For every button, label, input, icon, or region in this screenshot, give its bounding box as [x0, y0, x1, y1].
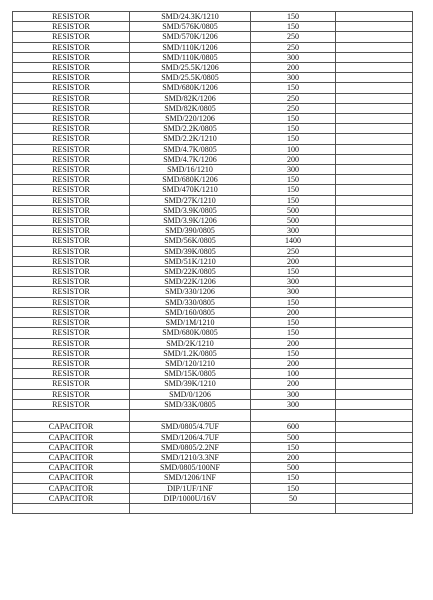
- part-spec-cell: SMD/2K/1210: [130, 338, 251, 348]
- table-row: [13, 409, 413, 421]
- quantity-cell: 200: [251, 307, 336, 317]
- part-spec-cell: SMD/25.5K/1206: [130, 63, 251, 73]
- note-cell: [336, 473, 413, 483]
- note-cell: [336, 12, 413, 22]
- table-row: [13, 134, 413, 144]
- quantity-cell: 300: [251, 226, 336, 236]
- note-cell: [336, 216, 413, 226]
- note-cell: [336, 452, 413, 462]
- note-cell: [336, 493, 413, 503]
- note-cell: [336, 328, 413, 338]
- table-row: [13, 358, 413, 368]
- component-type-cell: RESISTOR: [13, 154, 130, 164]
- quantity-cell: 200: [251, 358, 336, 368]
- part-spec-cell: SMD/2.2K/0805: [130, 124, 251, 134]
- quantity-cell: 150: [251, 124, 336, 134]
- part-spec-cell: SMD/220/1206: [130, 114, 251, 124]
- component-type-cell: CAPACITOR: [13, 483, 130, 493]
- component-type-cell: [13, 409, 130, 421]
- table-row: [13, 422, 413, 432]
- quantity-cell: 300: [251, 73, 336, 83]
- note-cell: [336, 226, 413, 236]
- quantity-cell: 150: [251, 442, 336, 452]
- table-row: [13, 246, 413, 256]
- note-cell: [336, 358, 413, 368]
- note-cell: [336, 32, 413, 42]
- quantity-cell: 100: [251, 369, 336, 379]
- note-cell: [336, 287, 413, 297]
- table-row: [13, 328, 413, 338]
- note-cell: [336, 503, 413, 513]
- component-type-cell: RESISTOR: [13, 185, 130, 195]
- component-type-cell: RESISTOR: [13, 399, 130, 409]
- part-spec-cell: SMD/1206/4.7UF: [130, 432, 251, 442]
- part-spec-cell: SMD/39K/0805: [130, 246, 251, 256]
- note-cell: [336, 267, 413, 277]
- table-row: [13, 379, 413, 389]
- note-cell: [336, 318, 413, 328]
- note-cell: [336, 277, 413, 287]
- quantity-cell: 150: [251, 318, 336, 328]
- quantity-cell: 150: [251, 22, 336, 32]
- part-spec-cell: SMD/1M/1210: [130, 318, 251, 328]
- component-type-cell: RESISTOR: [13, 144, 130, 154]
- part-spec-cell: SMD/16/1210: [130, 165, 251, 175]
- note-cell: [336, 165, 413, 175]
- component-type-cell: RESISTOR: [13, 389, 130, 399]
- table-row: [13, 185, 413, 195]
- table-row: [13, 216, 413, 226]
- component-type-cell: RESISTOR: [13, 114, 130, 124]
- part-spec-cell: SMD/680K/0805: [130, 328, 251, 338]
- quantity-cell: 150: [251, 83, 336, 93]
- part-spec-cell: SMD/15K/0805: [130, 369, 251, 379]
- quantity-cell: 150: [251, 328, 336, 338]
- part-spec-cell: SMD/1210/3.3NF: [130, 452, 251, 462]
- quantity-cell: 200: [251, 452, 336, 462]
- table-row: [13, 124, 413, 134]
- quantity-cell: 200: [251, 338, 336, 348]
- part-spec-cell: DIP/1UF/1NF: [130, 483, 251, 493]
- note-cell: [336, 154, 413, 164]
- quantity-cell: [251, 409, 336, 421]
- table-row: [13, 267, 413, 277]
- note-cell: [336, 379, 413, 389]
- table-row: [13, 205, 413, 215]
- table-row: [13, 493, 413, 503]
- table-row: [13, 399, 413, 409]
- part-spec-cell: SMD/0805/4.7UF: [130, 422, 251, 432]
- table-row: [13, 165, 413, 175]
- component-type-cell: RESISTOR: [13, 348, 130, 358]
- component-type-cell: RESISTOR: [13, 246, 130, 256]
- quantity-cell: 200: [251, 379, 336, 389]
- component-type-cell: CAPACITOR: [13, 452, 130, 462]
- table-row: [13, 93, 413, 103]
- table-row: [13, 463, 413, 473]
- component-type-cell: RESISTOR: [13, 175, 130, 185]
- component-type-cell: RESISTOR: [13, 134, 130, 144]
- component-type-cell: RESISTOR: [13, 165, 130, 175]
- component-type-cell: CAPACITOR: [13, 432, 130, 442]
- component-type-cell: RESISTOR: [13, 42, 130, 52]
- note-cell: [336, 73, 413, 83]
- component-type-cell: RESISTOR: [13, 124, 130, 134]
- table-row: [13, 22, 413, 32]
- component-type-cell: RESISTOR: [13, 318, 130, 328]
- part-spec-cell: SMD/680K/1206: [130, 175, 251, 185]
- component-type-cell: RESISTOR: [13, 277, 130, 287]
- parts-sheet: [12, 11, 412, 514]
- note-cell: [336, 175, 413, 185]
- part-spec-cell: SMD/2.2K/1210: [130, 134, 251, 144]
- part-spec-cell: SMD/330/0805: [130, 297, 251, 307]
- table-row: [13, 114, 413, 124]
- quantity-cell: 1400: [251, 236, 336, 246]
- component-type-cell: CAPACITOR: [13, 422, 130, 432]
- part-spec-cell: SMD/3.9K/1206: [130, 216, 251, 226]
- table-row: [13, 63, 413, 73]
- part-spec-cell: SMD/110K/0805: [130, 52, 251, 62]
- component-type-cell: RESISTOR: [13, 22, 130, 32]
- table-row: [13, 473, 413, 483]
- table-row: [13, 154, 413, 164]
- note-cell: [336, 144, 413, 154]
- component-type-cell: RESISTOR: [13, 216, 130, 226]
- table-row: [13, 42, 413, 52]
- component-type-cell: RESISTOR: [13, 83, 130, 93]
- table-row: [13, 432, 413, 442]
- component-type-cell: RESISTOR: [13, 73, 130, 83]
- component-type-cell: CAPACITOR: [13, 473, 130, 483]
- quantity-cell: 150: [251, 483, 336, 493]
- quantity-cell: 200: [251, 154, 336, 164]
- part-spec-cell: SMD/390/0805: [130, 226, 251, 236]
- note-cell: [336, 348, 413, 358]
- part-spec-cell: SMD/120/1210: [130, 358, 251, 368]
- component-type-cell: RESISTOR: [13, 267, 130, 277]
- quantity-cell: 150: [251, 114, 336, 124]
- table-row: [13, 338, 413, 348]
- note-cell: [336, 389, 413, 399]
- quantity-cell: 500: [251, 432, 336, 442]
- part-spec-cell: SMD/82K/0805: [130, 103, 251, 113]
- table-row: [13, 287, 413, 297]
- note-cell: [336, 63, 413, 73]
- table-row: [13, 297, 413, 307]
- note-cell: [336, 236, 413, 246]
- part-spec-cell: SMD/470K/1210: [130, 185, 251, 195]
- quantity-cell: 500: [251, 463, 336, 473]
- note-cell: [336, 256, 413, 266]
- note-cell: [336, 185, 413, 195]
- component-type-cell: RESISTOR: [13, 369, 130, 379]
- component-type-cell: RESISTOR: [13, 12, 130, 22]
- quantity-cell: 300: [251, 399, 336, 409]
- part-spec-cell: SMD/82K/1206: [130, 93, 251, 103]
- part-spec-cell: SMD/0805/100NF: [130, 463, 251, 473]
- part-spec-cell: SMD/0805/2.2NF: [130, 442, 251, 452]
- component-type-cell: RESISTOR: [13, 226, 130, 236]
- quantity-cell: 500: [251, 205, 336, 215]
- part-spec-cell: SMD/22K/1206: [130, 277, 251, 287]
- table-row: [13, 73, 413, 83]
- note-cell: [336, 307, 413, 317]
- component-type-cell: RESISTOR: [13, 287, 130, 297]
- part-spec-cell: SMD/570K/1206: [130, 32, 251, 42]
- quantity-cell: 600: [251, 422, 336, 432]
- note-cell: [336, 93, 413, 103]
- table-row: [13, 12, 413, 22]
- quantity-cell: 300: [251, 277, 336, 287]
- table-row: [13, 236, 413, 246]
- quantity-cell: 300: [251, 52, 336, 62]
- note-cell: [336, 114, 413, 124]
- part-spec-cell: SMD/56K/0805: [130, 236, 251, 246]
- quantity-cell: 150: [251, 473, 336, 483]
- table-row: [13, 256, 413, 266]
- quantity-cell: 150: [251, 267, 336, 277]
- table-row: [13, 348, 413, 358]
- quantity-cell: 250: [251, 42, 336, 52]
- component-type-cell: CAPACITOR: [13, 493, 130, 503]
- note-cell: [336, 103, 413, 113]
- component-type-cell: RESISTOR: [13, 93, 130, 103]
- part-spec-cell: SMD/4.7K/0805: [130, 144, 251, 154]
- quantity-cell: 250: [251, 103, 336, 113]
- note-cell: [336, 22, 413, 32]
- table-row: [13, 503, 413, 513]
- table-row: [13, 52, 413, 62]
- table-row: [13, 452, 413, 462]
- table-row: [13, 83, 413, 93]
- quantity-cell: 50: [251, 493, 336, 503]
- table-row: [13, 307, 413, 317]
- table-row: [13, 369, 413, 379]
- part-spec-cell: SMD/160/0805: [130, 307, 251, 317]
- quantity-cell: 150: [251, 185, 336, 195]
- quantity-cell: 150: [251, 175, 336, 185]
- component-type-cell: RESISTOR: [13, 195, 130, 205]
- quantity-cell: 300: [251, 389, 336, 399]
- part-spec-cell: SMD/0/1206: [130, 389, 251, 399]
- note-cell: [336, 134, 413, 144]
- component-type-cell: RESISTOR: [13, 307, 130, 317]
- parts-table-body: [13, 12, 413, 514]
- quantity-cell: 250: [251, 93, 336, 103]
- table-row: [13, 195, 413, 205]
- part-spec-cell: [130, 503, 251, 513]
- note-cell: [336, 422, 413, 432]
- quantity-cell: 300: [251, 287, 336, 297]
- note-cell: [336, 83, 413, 93]
- part-spec-cell: SMD/330/1206: [130, 287, 251, 297]
- component-type-cell: RESISTOR: [13, 32, 130, 42]
- table-row: [13, 483, 413, 493]
- part-spec-cell: SMD/39K/1210: [130, 379, 251, 389]
- quantity-cell: 150: [251, 195, 336, 205]
- table-row: [13, 103, 413, 113]
- note-cell: [336, 205, 413, 215]
- part-spec-cell: SMD/51K/1210: [130, 256, 251, 266]
- table-row: [13, 32, 413, 42]
- part-spec-cell: [130, 409, 251, 421]
- part-spec-cell: SMD/1.2K/0805: [130, 348, 251, 358]
- component-type-cell: CAPACITOR: [13, 442, 130, 452]
- part-spec-cell: SMD/3.9K/0805: [130, 205, 251, 215]
- quantity-cell: 100: [251, 144, 336, 154]
- quantity-cell: 150: [251, 297, 336, 307]
- part-spec-cell: SMD/1206/1NF: [130, 473, 251, 483]
- component-type-cell: RESISTOR: [13, 297, 130, 307]
- quantity-cell: [251, 503, 336, 513]
- note-cell: [336, 432, 413, 442]
- component-type-cell: RESISTOR: [13, 103, 130, 113]
- note-cell: [336, 399, 413, 409]
- quantity-cell: 200: [251, 63, 336, 73]
- table-row: [13, 226, 413, 236]
- note-cell: [336, 338, 413, 348]
- quantity-cell: 200: [251, 256, 336, 266]
- quantity-cell: 150: [251, 134, 336, 144]
- note-cell: [336, 42, 413, 52]
- component-type-cell: RESISTOR: [13, 256, 130, 266]
- note-cell: [336, 52, 413, 62]
- note-cell: [336, 409, 413, 421]
- part-spec-cell: SMD/22K/0805: [130, 267, 251, 277]
- part-spec-cell: SMD/27K/1210: [130, 195, 251, 205]
- table-row: [13, 442, 413, 452]
- quantity-cell: 500: [251, 216, 336, 226]
- part-spec-cell: SMD/33K/0805: [130, 399, 251, 409]
- component-type-cell: [13, 503, 130, 513]
- note-cell: [336, 483, 413, 493]
- note-cell: [336, 195, 413, 205]
- part-spec-cell: SMD/4.7K/1206: [130, 154, 251, 164]
- table-row: [13, 144, 413, 154]
- table-row: [13, 175, 413, 185]
- component-type-cell: CAPACITOR: [13, 463, 130, 473]
- note-cell: [336, 442, 413, 452]
- note-cell: [336, 463, 413, 473]
- parts-table: [12, 11, 413, 514]
- part-spec-cell: SMD/680K/1206: [130, 83, 251, 93]
- part-spec-cell: SMD/24.3K/1210: [130, 12, 251, 22]
- component-type-cell: RESISTOR: [13, 358, 130, 368]
- quantity-cell: 250: [251, 246, 336, 256]
- component-type-cell: RESISTOR: [13, 236, 130, 246]
- table-row: [13, 389, 413, 399]
- part-spec-cell: SMD/110K/1206: [130, 42, 251, 52]
- table-row: [13, 318, 413, 328]
- quantity-cell: 300: [251, 165, 336, 175]
- component-type-cell: RESISTOR: [13, 63, 130, 73]
- note-cell: [336, 369, 413, 379]
- component-type-cell: RESISTOR: [13, 379, 130, 389]
- quantity-cell: 150: [251, 348, 336, 358]
- component-type-cell: RESISTOR: [13, 205, 130, 215]
- component-type-cell: RESISTOR: [13, 338, 130, 348]
- note-cell: [336, 297, 413, 307]
- quantity-cell: 150: [251, 12, 336, 22]
- component-type-cell: RESISTOR: [13, 328, 130, 338]
- table-row: [13, 277, 413, 287]
- component-type-cell: RESISTOR: [13, 52, 130, 62]
- note-cell: [336, 124, 413, 134]
- note-cell: [336, 246, 413, 256]
- quantity-cell: 250: [251, 32, 336, 42]
- part-spec-cell: SMD/576K/0805: [130, 22, 251, 32]
- part-spec-cell: SMD/25.5K/0805: [130, 73, 251, 83]
- part-spec-cell: DIP/1000U/16V: [130, 493, 251, 503]
